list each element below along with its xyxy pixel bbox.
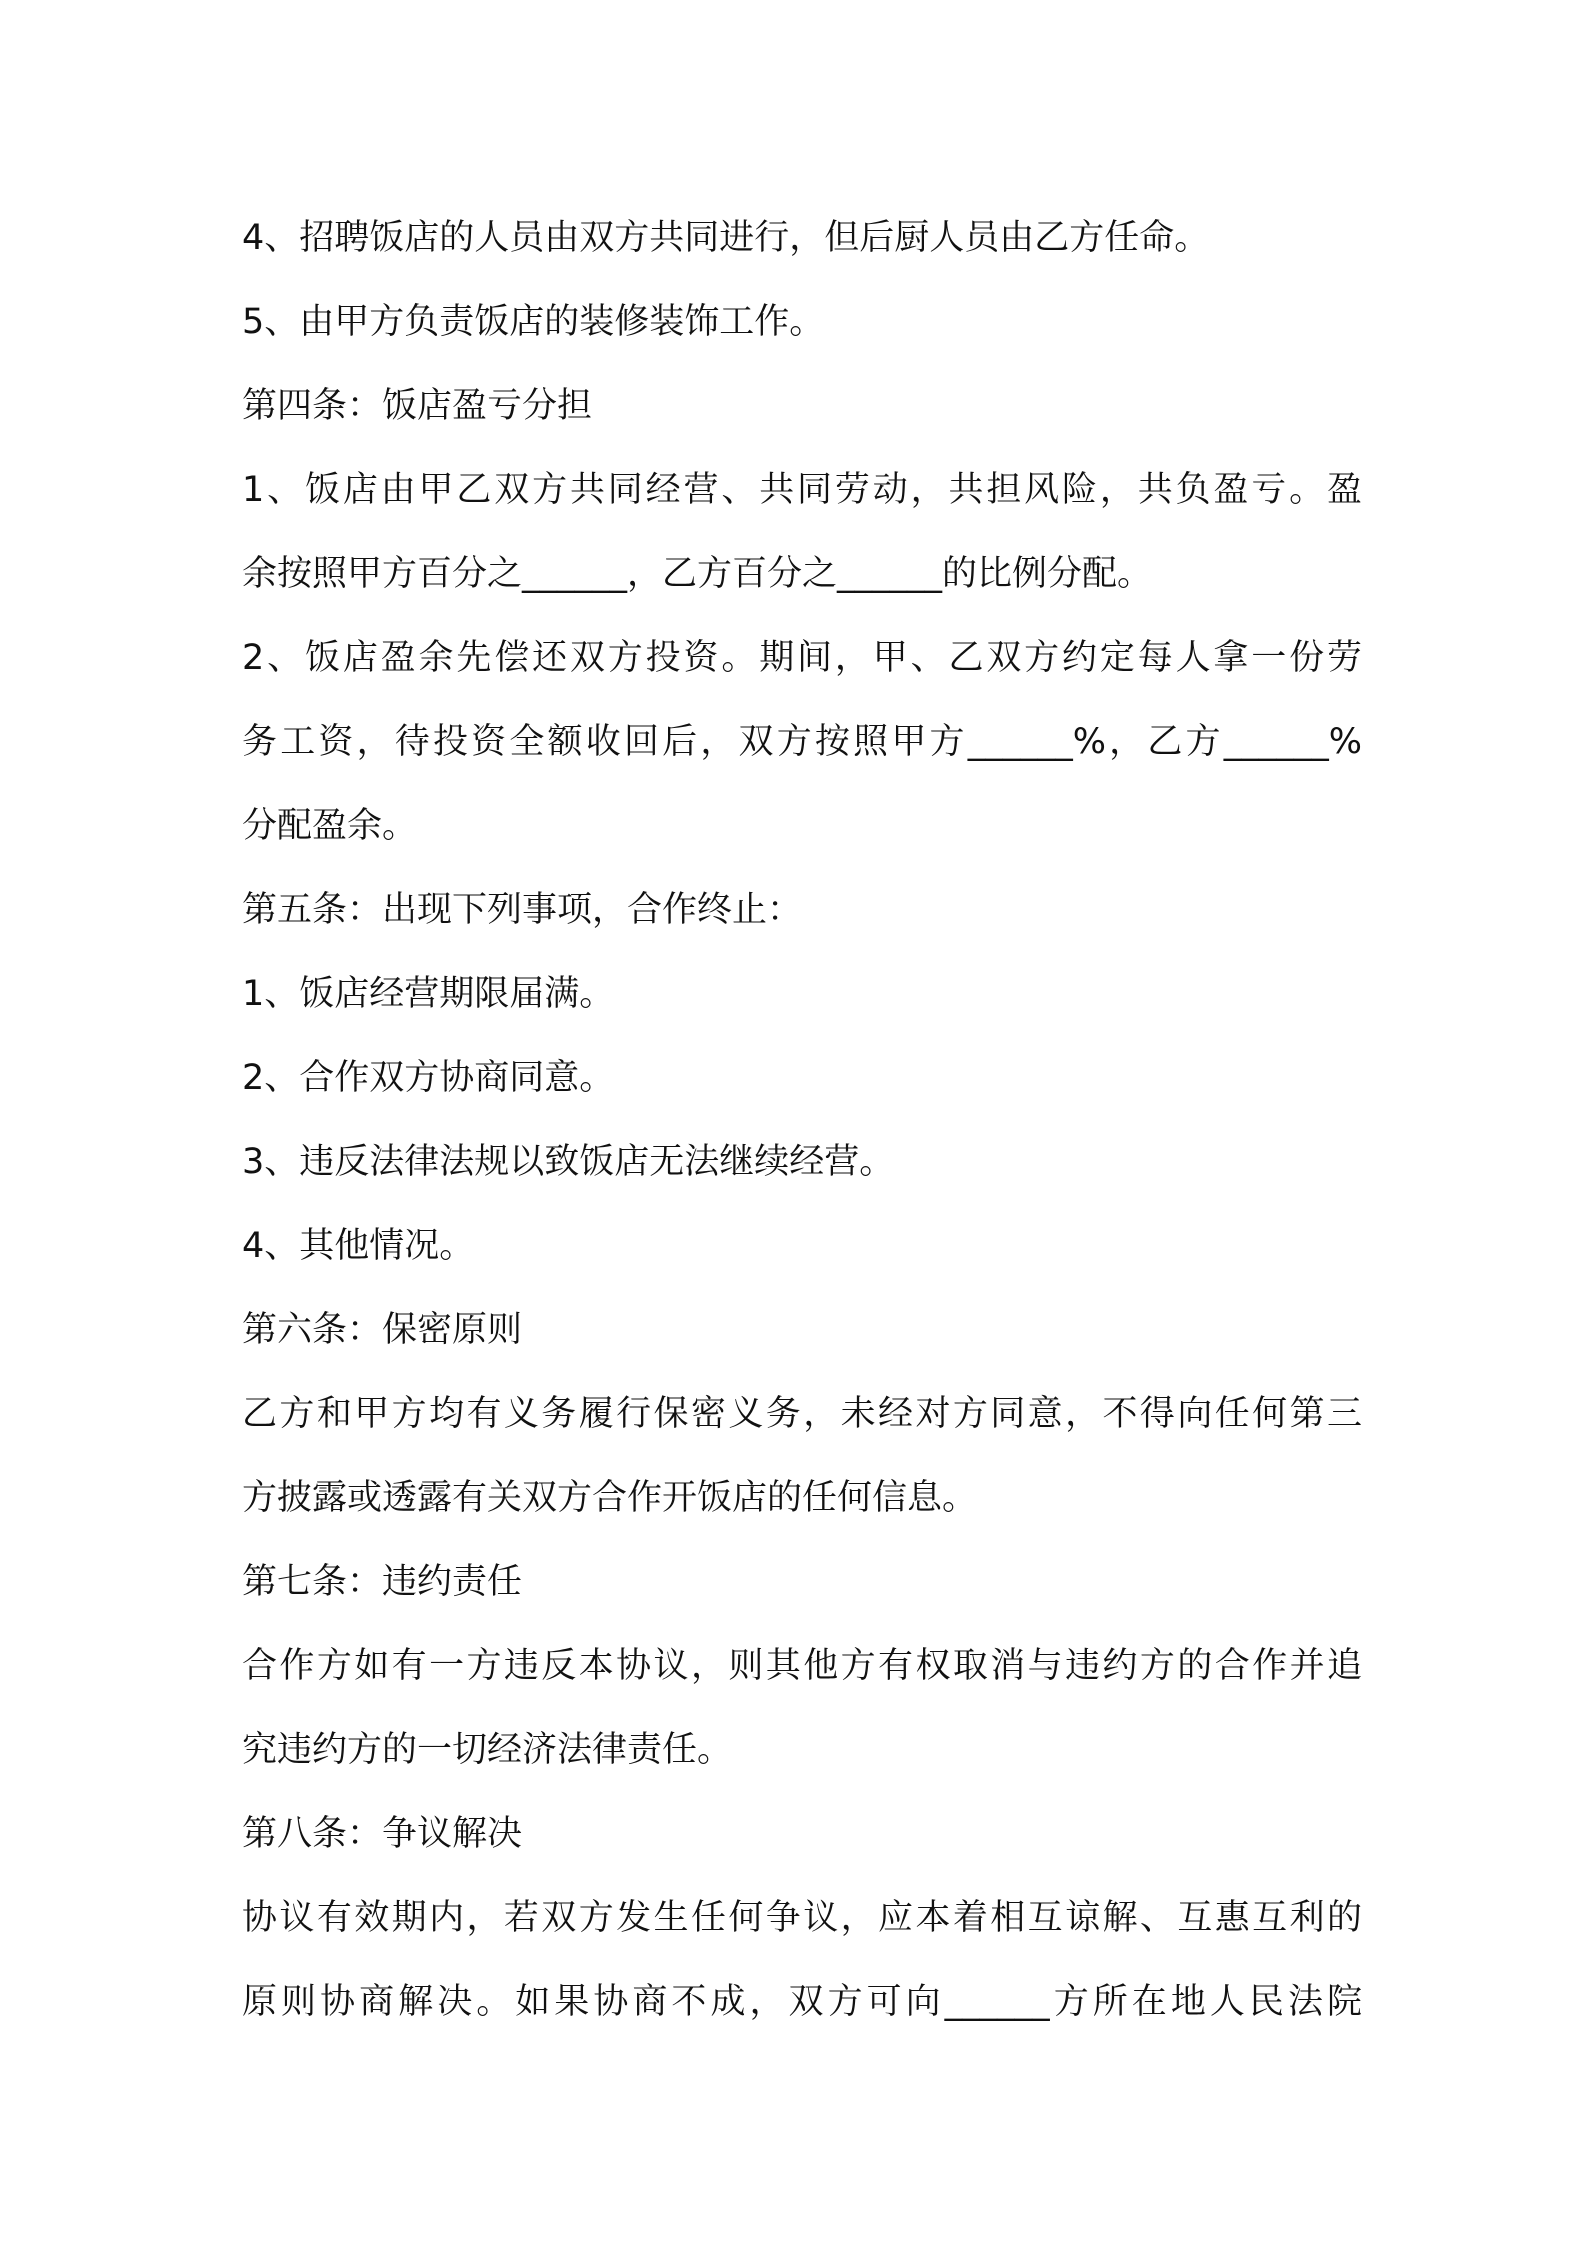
clause-item-5-decoration: 5、由甲方负责饭店的装修装饰工作。 [242,302,825,342]
article-7-heading: 第七条：违约责任 [242,1562,523,1602]
article-7-body-line-1: 合作方如有一方违反本协议，则其他方有权取消与违约方的合作并追 [242,1646,1362,1686]
article-8-heading: 第八条：争议解决 [242,1814,523,1854]
article-6-body-line-2: 方披露或透露有关双方合作开饭店的任何信息。 [242,1478,978,1518]
article-4-item-1-line-1: 1、饭店由甲乙双方共同经营、共同劳动，共担风险，共负盈亏。盈 [242,470,1362,510]
article-4-item-2-line-2: 务工资，待投资全额收回后，双方按照甲方______%，乙方______% [242,722,1362,762]
document-page [242,196,1362,2044]
article-4-item-1-line-2: 余按照甲方百分之______，乙方百分之______的比例分配。 [242,554,1153,594]
article-4-heading: 第四条：饭店盈亏分担 [242,386,593,426]
article-5-item-2: 2、合作双方协商同意。 [242,1058,615,1098]
article-5-item-3: 3、违反法律法规以致饭店无法继续经营。 [242,1142,895,1182]
article-5-item-4: 4、其他情况。 [242,1226,475,1266]
article-5-heading: 第五条：出现下列事项，合作终止： [242,890,803,930]
article-7-body-line-2: 究违约方的一切经济法律责任。 [242,1730,733,1770]
article-4-item-2-line-1: 2、饭店盈余先偿还双方投资。期间，甲、乙双方约定每人拿一份劳 [242,638,1362,678]
article-4-item-2-line-3: 分配盈余。 [242,806,418,846]
clause-item-4-recruitment: 4、招聘饭店的人员由双方共同进行，但后厨人员由乙方任命。 [242,218,1210,258]
article-6-heading: 第六条：保密原则 [242,1310,523,1350]
article-6-body-line-1: 乙方和甲方均有义务履行保密义务，未经对方同意，不得向任何第三 [242,1394,1362,1434]
article-5-item-1: 1、饭店经营期限届满。 [242,974,615,1014]
article-8-body-line-2: 原则协商解决。如果协商不成，双方可向______方所在地人民法院 [242,1982,1362,2022]
article-8-body-line-1: 协议有效期内，若双方发生任何争议，应本着相互谅解、互惠互利的 [242,1898,1362,1938]
